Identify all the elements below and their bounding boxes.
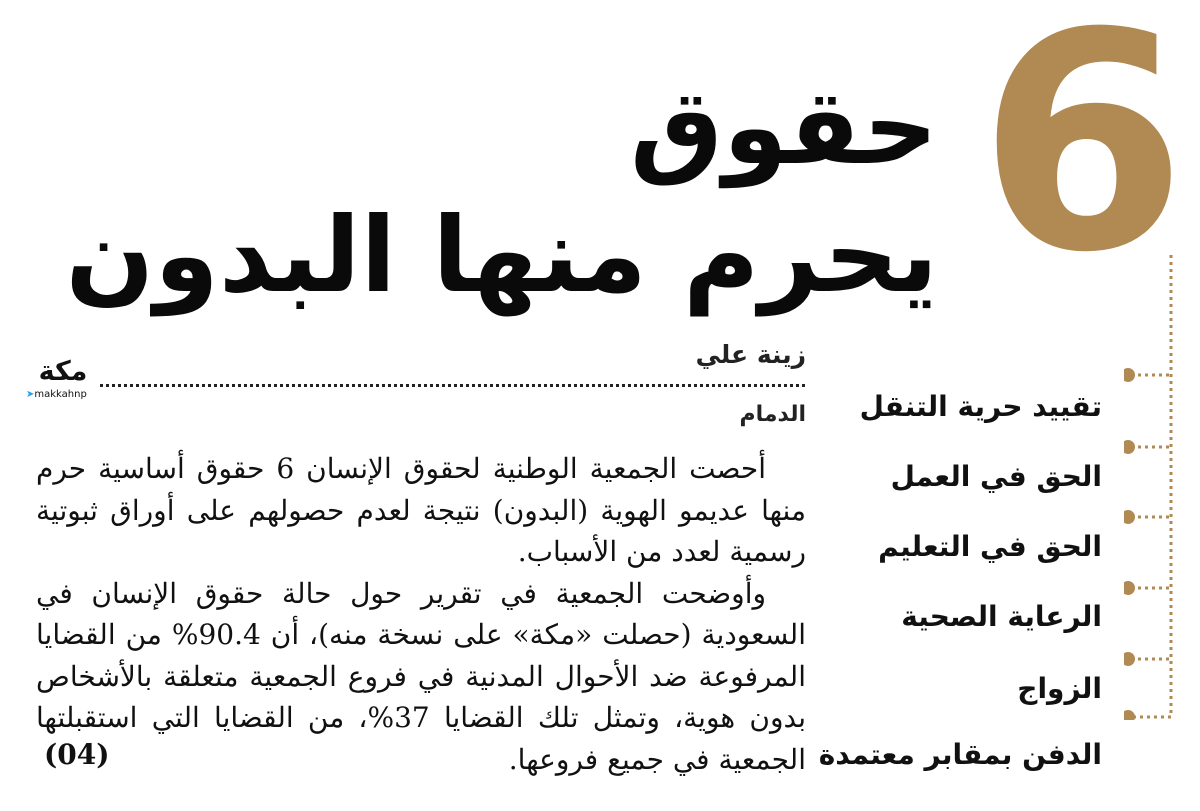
article-paragraph-1: أحصت الجمعية الوطنية لحقوق الإنسان 6 حقوق أساسية حرم منها عديمو الهوية (البدون) نتيجة لعدم حصولهم على أوراق ثبوتية رسمية لعدد من الأسباب. [36,452,806,568]
continuation-marker: (04) [44,738,110,771]
article-paragraph-2: وأوضحت الجمعية في تقرير حول حالة حقوق الإنسان في السعودية (حصلت «مكة» على نسخة منه)، أن 90.4% من القضايا المرفوعة ضد الأحوال المدنية في فروع الجمعية متعلقة بالأشخاص بدون هوية، وتمثل تلك القضايا 37%، من القضايا التي استقبلتها الجمعية في جميع فروعها. [36,576,807,776]
rights-timeline [1124,255,1174,720]
right-item-work: الحق في العمل [890,460,1102,493]
byline-divider [100,384,805,387]
right-item-education: الحق في التعليم [878,530,1102,563]
right-item-healthcare: الرعاية الصحية [901,600,1102,633]
twitter-handle-text: makkahnp [34,389,87,400]
headline-line-2: يحرم منها البدون [65,194,938,316]
headline-number: 6 [978,0,1187,318]
dateline-city: الدمام [739,402,806,427]
newspaper-logo [24,356,102,404]
right-item-movement: تقييد حرية التنقل [859,390,1102,423]
twitter-handle [26,389,87,400]
headline-line-1: حقوق [630,66,938,188]
twitter-bird-icon: ➤ [26,389,35,400]
author-name: زينة علي [695,340,806,369]
logo-wordmark: مكة [38,356,88,387]
right-item-burial: الدفن بمقابر معتمدة [818,738,1102,771]
article-body [36,448,806,780]
right-item-marriage: الزواج [1017,672,1102,705]
